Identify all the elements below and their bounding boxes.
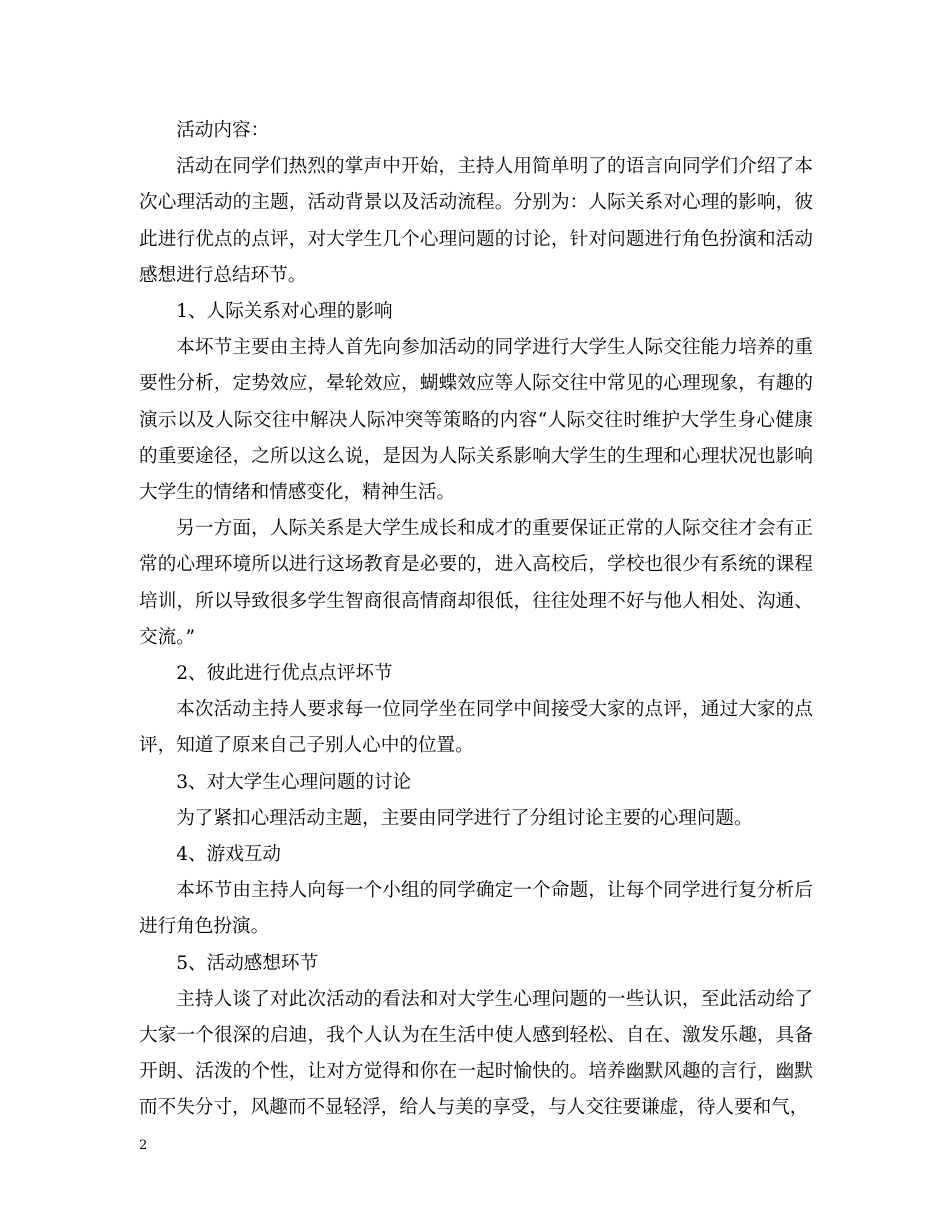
page-number: 2 bbox=[139, 1138, 148, 1153]
paragraph-section-5: 主持人谈了对此次活动的看法和对大学生心理问题的一些认识，至此活动给了大家一个很深的启迪，我个人认为在生活中使人感到轻松、自在、激发乐趣，具备开朗、活泼的个性，让对方觉得和你在一起时愉快的。培养幽默风趣的言行，幽默而不失分寸，风趣而不显轻浮，给人与美的享受，与人交往要谦虚，待人要和气， bbox=[139, 988, 813, 1119]
paragraph-intro: 活动在同学们热烈的掌声中开始，主持人用简单明了的语言向同学们介绍了本次心理活动的主题，活动背景以及活动流程。分别为：人际关系对心理的影响，彼此进行优点的点评，对大学生几个心理问题的讨论，针对问题进行角色扮演和活动感想进行总结环节。 bbox=[139, 156, 813, 286]
paragraph-section-3: 为了紧扣心理活动主题，主要由同学进行了分组讨论主要的心理问题。 bbox=[176, 807, 753, 829]
section-heading-5: 5、活动感想环节 bbox=[176, 952, 319, 974]
page-body bbox=[139, 113, 813, 1127]
section-heading-2: 2、彼此进行优点点评坏节 bbox=[176, 663, 393, 685]
section-heading-3: 3、对大学生心理问题的讨论 bbox=[176, 771, 412, 793]
paragraph-section-1-b: 另一方面，人际关系是大学生成长和成才的重要保证正常的人际交往才会有正常的心理环境所以进行这场教育是必要的，进入高校后，学校也很少有系统的课程培训，所以导致很多学生智商很高情商却很低，往往处理不好与他人相处、沟通、交流。” bbox=[139, 518, 813, 648]
paragraph-section-2: 本次活动主持人要求每一位同学坐在同学中间接受大家的点评，通过大家的点评，知道了原来自己子别人心中的位置。 bbox=[139, 699, 813, 757]
paragraph-section-4: 本坏节由主持人向每一个小组的同学确定一个命题，让每个同学进行复分析后进行角色扮演。 bbox=[139, 880, 813, 938]
section-heading-1: 1、人际关系对心理的影响 bbox=[176, 301, 393, 323]
paragraph-section-1-a: 本坏节主要由主持人首先向参加活动的同学进行大学生人际交往能力培养的重要性分析，定势效应，晕轮效应，蝴蝶效应等人际交往中常见的心理现象，有趣的演示以及人际交往中解决人际冲突等策略的内容“人际交往时维护大学生身心健康的重要途径，之所以这么说，是因为人际关系影响大学生的生理和心理状况也影响大学生的情绪和情感变化，精神生活。 bbox=[139, 337, 813, 504]
paragraph-heading-activity-content: 活动内容： bbox=[176, 120, 270, 141]
section-heading-4: 4、游戏互动 bbox=[176, 844, 281, 866]
